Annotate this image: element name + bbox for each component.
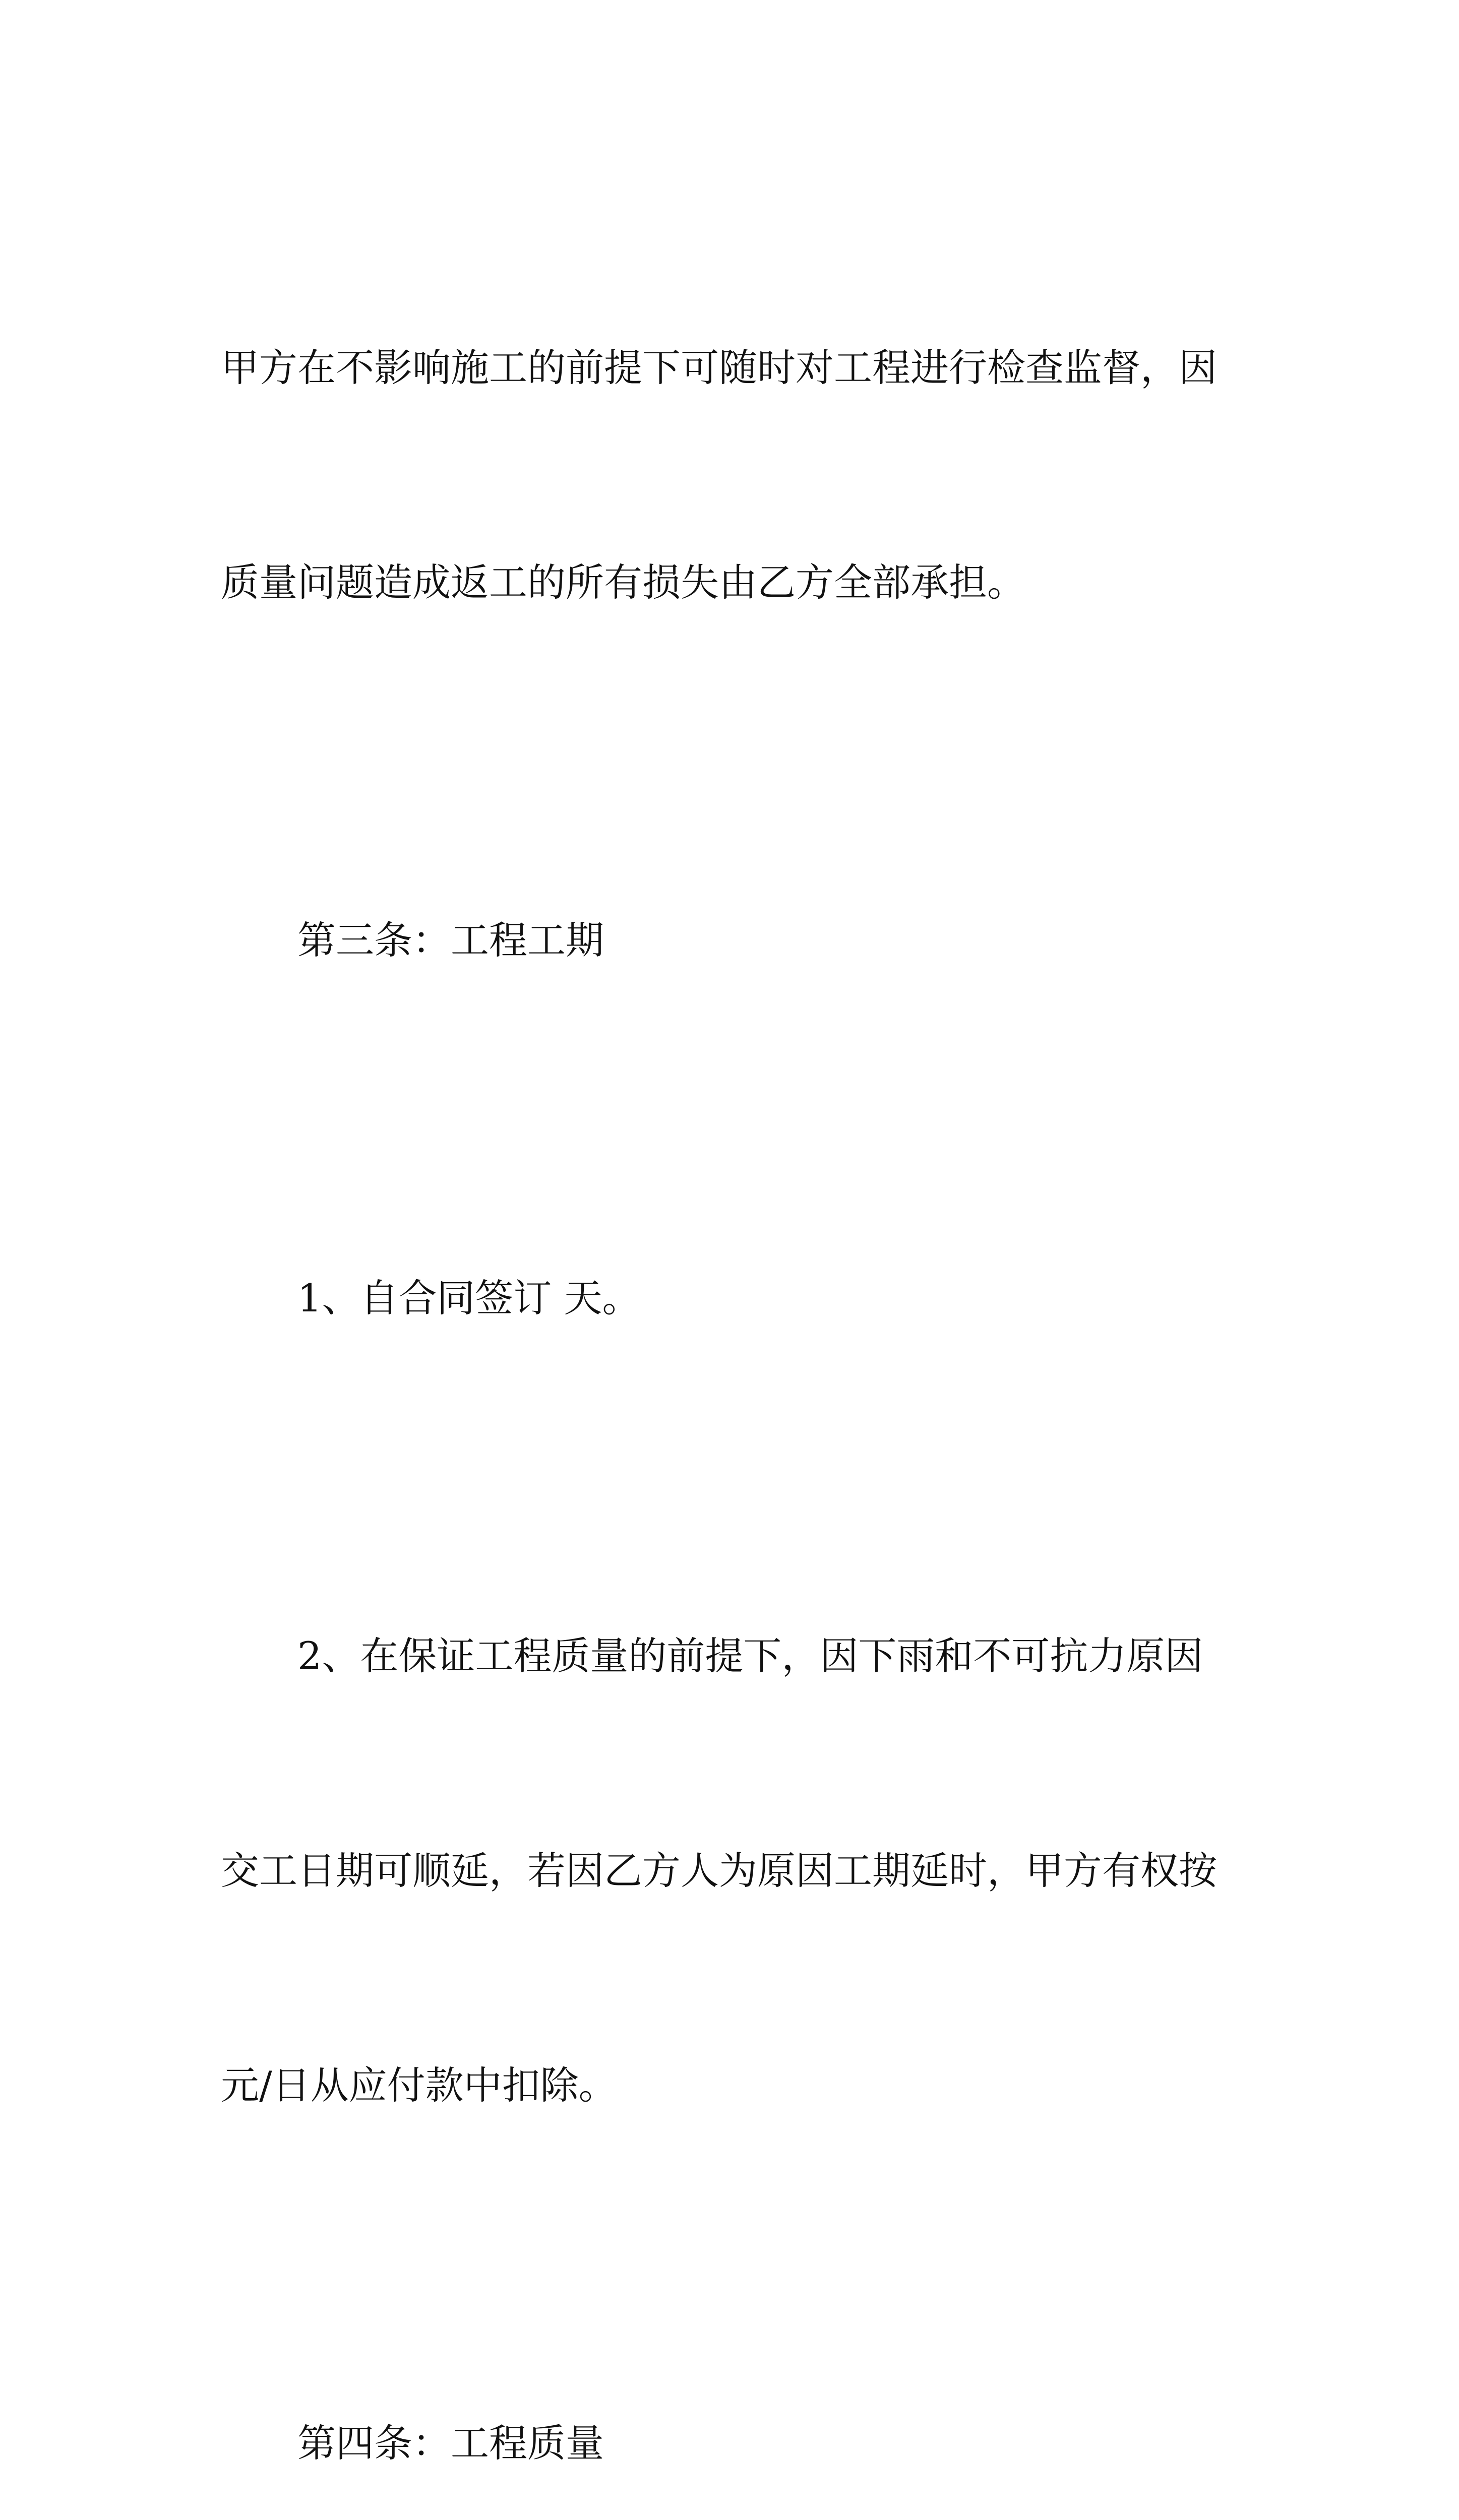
document-body [221,189,1254,2520]
text-line: 第三条：工程工期 [297,918,604,963]
text-line: 质量问题造成返工的所有损失由乙方全部承担。 [221,560,1025,605]
text-line: 1、自合同签订 天。 [297,1276,641,1320]
text-line: 甲方在不影响施工的前提下可随时对工程进行检查监督，因 [221,345,1217,390]
text-line: 元/日从应付款中扣除。 [221,2063,617,2108]
text-line: 第四条：工程质量 [297,2421,604,2466]
text-line: 2、在保证工程质量的前提下，因下雨和不可抗力原因 [297,1633,1203,1678]
heading-article-4 [221,2264,1254,2520]
paragraph-article-3-item-1 [221,1119,1254,1477]
text-line: 交工日期可顺延，若因乙方人为原因工期延时，甲方有权按 [221,1848,1217,1893]
paragraph-inspection-clause [221,189,1254,762]
heading-article-3 [221,762,1254,1119]
paragraph-article-3-item-2 [221,1477,1254,2264]
